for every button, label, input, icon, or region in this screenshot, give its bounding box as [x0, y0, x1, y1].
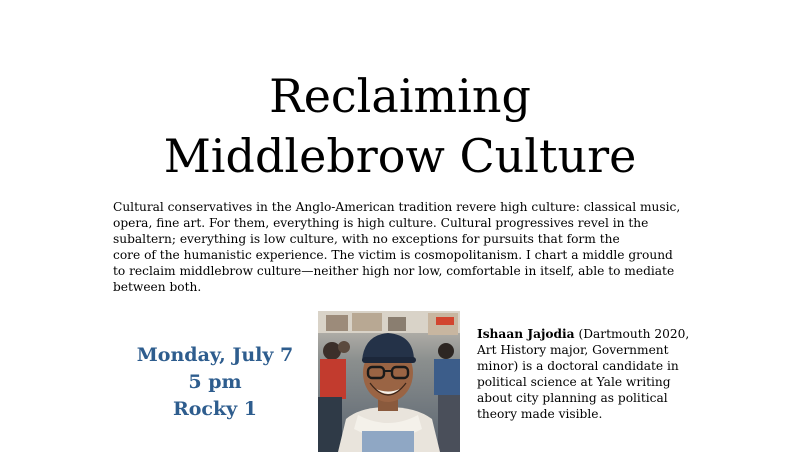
bio-line: about city planning as political [477, 390, 668, 405]
event-date: Monday, July 7 [136, 344, 294, 366]
speaker-photo-illustration [318, 311, 460, 452]
abstract-line: core of the humanistic experience. The victim is cosmopolitanism. I chart a middle ground [113, 247, 673, 262]
bio-line [477, 327, 707, 343]
event-title [0, 66, 800, 186]
bio-line: political science at Yale writing [477, 374, 671, 389]
title-line-2: Middlebrow Culture [163, 129, 637, 183]
title-line-1: Reclaiming [269, 69, 531, 123]
speaker-name: Ishaan Jajodia [477, 327, 575, 341]
event-location: Rocky 1 [172, 398, 258, 420]
bio-line: theory made visible. [477, 406, 603, 421]
event-details [120, 342, 310, 423]
abstract-line: to reclaim middlebrow culture—neither high nor low, comfortable in itself, able to mediate [113, 263, 675, 278]
talk-abstract [113, 200, 683, 295]
abstract-line: between both. [113, 279, 202, 294]
bio-line: Art History major, Government [477, 342, 669, 357]
bio-line-text: (Dartmouth 2020, [574, 327, 690, 341]
bio-line: minor) is a doctoral candidate in [477, 358, 679, 373]
event-time: 5 pm [188, 371, 242, 393]
abstract-line: opera, fine art. For them, everything is high culture. Cultural progressives revel in the [113, 215, 649, 230]
speaker-photo [318, 311, 460, 452]
speaker-bio [477, 327, 707, 422]
abstract-line: Cultural conservatives in the Anglo-American tradition revere high culture: classical music, [113, 200, 681, 214]
abstract-line: subaltern; everything is low culture, with no exceptions for pursuits that form the [113, 231, 620, 246]
